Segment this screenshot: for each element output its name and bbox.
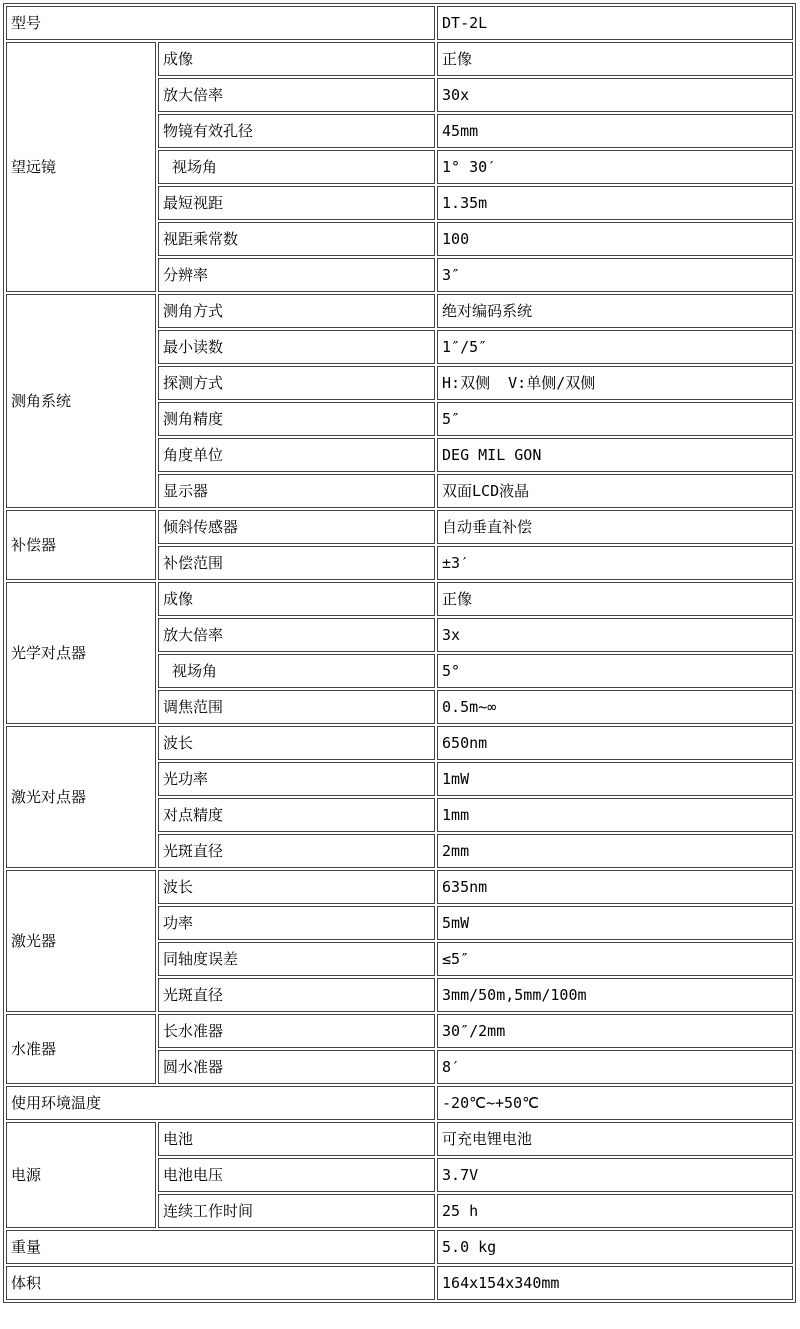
spec-label-cell: 放大倍率 — [158, 618, 435, 652]
spec-value-cell: ±3′ — [437, 546, 793, 580]
section-cell-angle-system: 测角系统 — [6, 294, 156, 508]
spec-label-cell: 波长 — [158, 726, 435, 760]
section-cell-laser-plummet: 激光对点器 — [6, 726, 156, 868]
row-level-vial — [6, 1014, 793, 1048]
row-weight — [6, 1230, 793, 1264]
spec-label-cell: 测角精度 — [158, 402, 435, 436]
spec-value-cell: 5° — [437, 654, 793, 688]
spec-value-cell: 1.35m — [437, 186, 793, 220]
row-volume — [6, 1266, 793, 1300]
spec-value-cell: ≤5″ — [437, 942, 793, 976]
section-cell-laser: 激光器 — [6, 870, 156, 1012]
spec-label-cell: 角度单位 — [158, 438, 435, 472]
model-value-cell: DT-2L — [437, 6, 793, 40]
spec-value-cell: 30x — [437, 78, 793, 112]
spec-label-cell: 光斑直径 — [158, 978, 435, 1012]
spec-value-cell: 635nm — [437, 870, 793, 904]
spec-label-cell: 分辨率 — [158, 258, 435, 292]
spec-value-cell: DEG MIL GON — [437, 438, 793, 472]
row-power — [6, 1122, 793, 1156]
section-cell-telescope: 望远镜 — [6, 42, 156, 292]
spec-label-cell: 波长 — [158, 870, 435, 904]
spec-label-cell: 调焦范围 — [158, 690, 435, 724]
spec-value-cell: 3″ — [437, 258, 793, 292]
row-angle-system — [6, 294, 793, 328]
volume-value-cell: 164x154x340mm — [437, 1266, 793, 1300]
spec-label-cell: 放大倍率 — [158, 78, 435, 112]
spec-label-cell: 圆水准器 — [158, 1050, 435, 1084]
spec-value-cell: 可充电锂电池 — [437, 1122, 793, 1156]
spec-label-cell: 视距乘常数 — [158, 222, 435, 256]
spec-value-cell: 2mm — [437, 834, 793, 868]
spec-value-cell: 45mm — [437, 114, 793, 148]
spec-value-cell: 双面LCD液晶 — [437, 474, 793, 508]
env-temp-label-cell: 使用环境温度 — [6, 1086, 435, 1120]
section-cell-power: 电源 — [6, 1122, 156, 1228]
row-telescope — [6, 42, 793, 76]
model-label-cell: 型号 — [6, 6, 435, 40]
spec-label-cell: 最短视距 — [158, 186, 435, 220]
spec-label-cell: 补偿范围 — [158, 546, 435, 580]
spec-value-cell: 正像 — [437, 582, 793, 616]
row-compensator — [6, 510, 793, 544]
spec-label-cell: 测角方式 — [158, 294, 435, 328]
spec-label-cell: 电池 — [158, 1122, 435, 1156]
row-model — [6, 6, 793, 40]
spec-value-cell: 25 h — [437, 1194, 793, 1228]
section-cell-optical-plummet: 光学对点器 — [6, 582, 156, 724]
spec-value-cell: 正像 — [437, 42, 793, 76]
spec-value-cell: 3mm/50m,5mm/100m — [437, 978, 793, 1012]
volume-label-cell: 体积 — [6, 1266, 435, 1300]
spec-value-cell: 30″/2mm — [437, 1014, 793, 1048]
spec-label-cell: 同轴度误差 — [158, 942, 435, 976]
spec-label-cell: 长水准器 — [158, 1014, 435, 1048]
weight-value-cell: 5.0 kg — [437, 1230, 793, 1264]
spec-label-cell: 连续工作时间 — [158, 1194, 435, 1228]
spec-label-cell: 功率 — [158, 906, 435, 940]
spec-value-cell: 100 — [437, 222, 793, 256]
section-cell-compensator: 补偿器 — [6, 510, 156, 580]
spec-label-cell: 视场角 — [158, 150, 435, 184]
row-optical-plummet — [6, 582, 793, 616]
row-laser — [6, 870, 793, 904]
spec-label-cell: 视场角 — [158, 654, 435, 688]
spec-value-cell: 1mm — [437, 798, 793, 832]
spec-value-cell: H:双侧 V:单侧/双侧 — [437, 366, 793, 400]
spec-label-cell: 成像 — [158, 582, 435, 616]
spec-value-cell: 3x — [437, 618, 793, 652]
row-env-temp — [6, 1086, 793, 1120]
spec-value-cell: 5mW — [437, 906, 793, 940]
spec-value-cell: 0.5m~∞ — [437, 690, 793, 724]
spec-value-cell: 650nm — [437, 726, 793, 760]
spec-table — [3, 3, 796, 1303]
weight-label-cell: 重量 — [6, 1230, 435, 1264]
spec-value-cell: 8′ — [437, 1050, 793, 1084]
section-cell-level-vial: 水准器 — [6, 1014, 156, 1084]
spec-value-cell: 5″ — [437, 402, 793, 436]
spec-label-cell: 最小读数 — [158, 330, 435, 364]
spec-value-cell: 3.7V — [437, 1158, 793, 1192]
spec-label-cell: 光功率 — [158, 762, 435, 796]
spec-label-cell: 显示器 — [158, 474, 435, 508]
spec-label-cell: 光斑直径 — [158, 834, 435, 868]
row-laser-plummet — [6, 726, 793, 760]
spec-label-cell: 电池电压 — [158, 1158, 435, 1192]
spec-label-cell: 对点精度 — [158, 798, 435, 832]
spec-value-cell: 1° 30′ — [437, 150, 793, 184]
env-temp-value-cell: -20℃~+50℃ — [437, 1086, 793, 1120]
spec-label-cell: 物镜有效孔径 — [158, 114, 435, 148]
spec-value-cell: 绝对编码系统 — [437, 294, 793, 328]
spec-label-cell: 成像 — [158, 42, 435, 76]
spec-value-cell: 1″/5″ — [437, 330, 793, 364]
spec-value-cell: 1mW — [437, 762, 793, 796]
spec-value-cell: 自动垂直补偿 — [437, 510, 793, 544]
spec-label-cell: 探测方式 — [158, 366, 435, 400]
spec-label-cell: 倾斜传感器 — [158, 510, 435, 544]
